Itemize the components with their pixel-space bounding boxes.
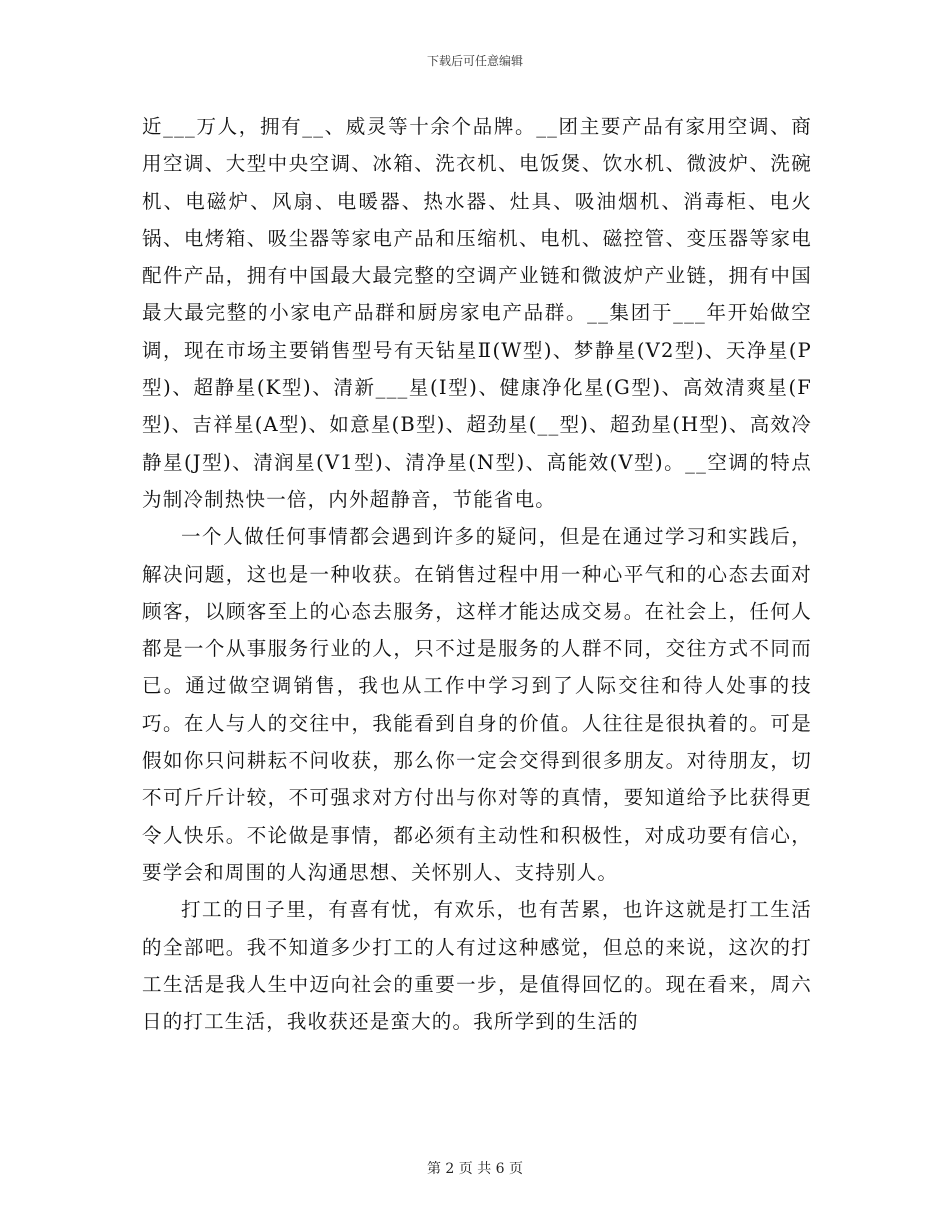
document-body [142, 108, 812, 1040]
page-header: 下载后可任意编辑 [426, 54, 523, 68]
page-footer: 第 2 页 共 6 页 [426, 1161, 524, 1177]
paragraph-3: 打工的日子里，有喜有忧，有欢乐，也有苦累，也许这就是打工生活的全部吧。我不知道多少打工的人有过这种感觉，但总的来说，这次的打工生活是我人生中迈向社会的重要一步，是值得回忆的。现在看来，周六日的打工生活，我收获还是蛮大的。我所学到的生活的 [142, 898, 812, 1034]
paragraph-2: 一个人做任何事情都会遇到许多的疑问，但是在通过学习和实践后，解决问题，这也是一种收获。在销售过程中用一种心平气和的心态去面对顾客，以顾客至上的心态去服务，这样才能达成交易。在社会上，任何人都是一个从事服务行业的人，只不过是服务的人群不同，交往方式不同而已。通过做空调销售，我也从工作中学习到了人际交往和待人处事的技巧。在人与人的交往中，我能看到自身的价值。人往往是很执着的。可是假如你只问耕耘不问收获，那么你一定会交得到很多朋友。对待朋友，切不可斤斤计较，不可强求对方付出与你对等的真情，要知道给予比获得更令人快乐。不论做是事情，都必须有主动性和积极性，对成功要有信心，要学会和周围的人沟通思想、关怀别人、支持别人。 [142, 525, 812, 884]
paragraph-1: 近___万人，拥有__、威灵等十余个品牌。__团主要产品有家用空调、商用空调、大型中央空调、冰箱、洗衣机、电饭煲、饮水机、微波炉、洗碗机、电磁炉、风扇、电暖器、热水器、灶具、吸油烟机、消毒柜、电火锅、电烤箱、吸尘器等家电产品和压缩机、电机、磁控管、变压器等家电配件产品，拥有中国最大最完整的空调产业链和微波炉产业链，拥有中国最大最完整的小家电产品群和厨房家电产品群。__集团于___年开始做空调，现在市场主要销售型号有天钻星Ⅱ(W型)、梦静星(V2型)、天净星(P型)、超静星(K型)、清新___星(I型)、健康净化星(G型)、高效清爽星(F型)、吉祥星(A型)、如意星(B型)、超劲星(__型)、超劲星(H型)、高效冷静星(J型)、清润星(V1型)、清净星(N型)、高能效(V型)。__空调的特点为制冷制热快一倍，内外超静音，节能省电。 [142, 115, 812, 511]
